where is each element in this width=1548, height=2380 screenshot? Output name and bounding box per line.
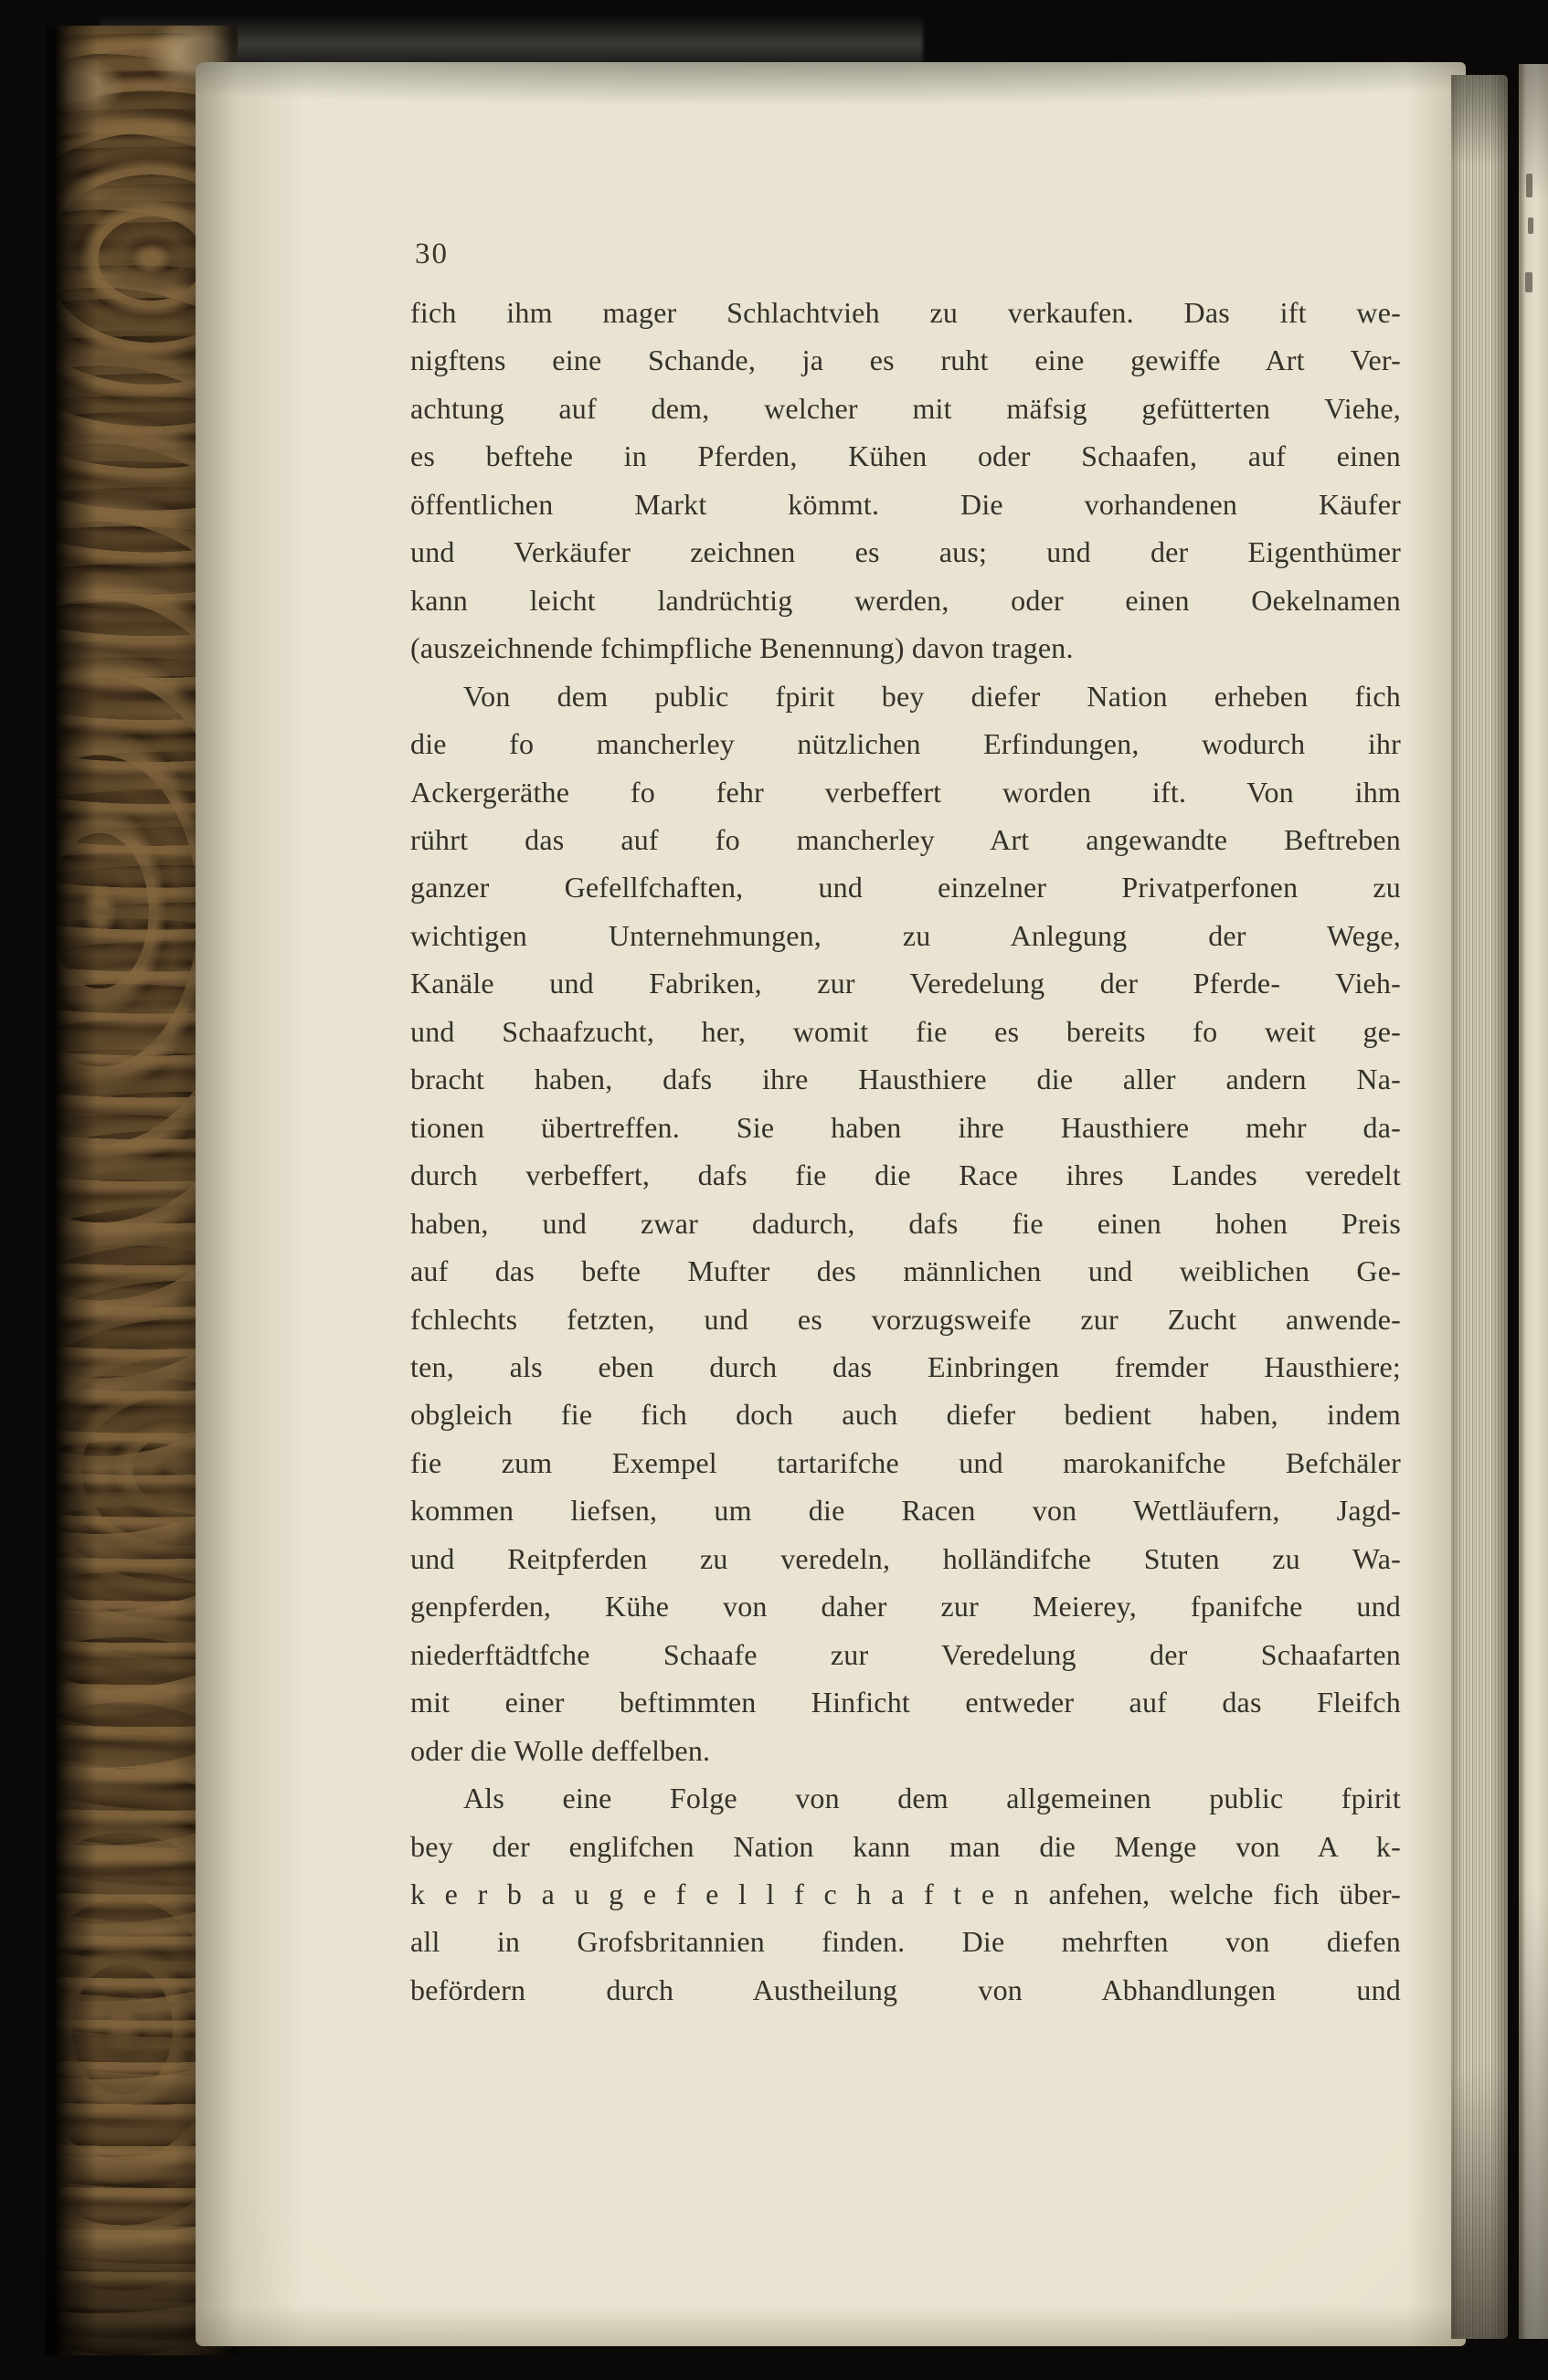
text-line: auf das befte Mufter des männlichen und weiblichen Ge- [410,1254,1401,1288]
text-line: öffentlichen Markt kömmt. Die vorhandenen Käufer [410,487,1401,521]
book-page [196,62,1466,2346]
page-number: 30 [415,238,449,270]
ink-bleed-mark [1525,272,1532,292]
text-line: niederftädtfche Schaafe zur Veredelung der Schaafarten [410,1637,1401,1671]
text-line: achtung auf dem, welcher mit mäfsig gefütterten Viehe, [410,391,1401,425]
ink-bleed-mark [1526,174,1532,197]
text-line: Von dem public fpirit bey diefer Nation erheben fich [463,679,1401,713]
text-line: rührt das auf fo mancherley Art angewandte Beftreben [410,822,1401,856]
text-line: oder die Wolle deffelben. [410,1733,711,1767]
text-line: befördern durch Austheilung von Abhandlungen und [410,1973,1401,2006]
text-line: genpferden, Kühe von daher zur Meierey, fpanifche und [410,1590,1401,1624]
text-line: ten, als eben durch das Einbringen fremder Hausthiere; [410,1349,1401,1383]
text-line: die fo mancherley nützlichen Erfindungen, wodurch ihr [410,727,1401,761]
text-line: Als eine Folge von dem allgemeinen public fpirit [463,1782,1401,1815]
text-line: nigftens eine Schande, ja es ruht eine gewiffe Art Ver- [410,344,1401,377]
text-line: durch verbeffert, dafs fie die Race ihres Landes veredelt [410,1158,1401,1192]
text-line: haben, und zwar dadurch, dafs fie einen hohen Preis [410,1206,1401,1240]
text-line: es beftehe in Pferden, Kühen oder Schaafen, auf einen [410,439,1401,473]
text-line: Ackergeräthe fo fehr verbeffert worden ift. Von ihm [410,775,1401,809]
text-line: bey der englifchen Nation kann man die Menge von A k- [410,1829,1401,1863]
text-line: fie zum Exempel tartarifche und marokanifche Befchäler [410,1445,1401,1479]
text-line: all in Grofsbritannien finden. Die mehrften von diefen [410,1925,1401,1959]
text-line: fich ihm mager Schlachtvieh zu verkaufen. Das ift we- [410,296,1401,329]
text-line: und Verkäufer zeichnen es aus; und der Eigenthümer [410,535,1401,569]
text-line: (auszeichnende fchimpfliche Benennung) davon tragen. [410,631,1074,665]
text-line: und Schaafzucht, her, womit fie es bereits fo weit ge- [410,1014,1401,1048]
text-line: bracht haben, dafs ihre Hausthiere die aller andern Na- [410,1063,1401,1096]
text-line: wichtigen Unternehmungen, zu Anlegung der Wege, [410,918,1401,952]
next-page-sliver [1519,64,1548,2339]
text-line: und Reitpferden zu veredeln, holländifche Stuten zu Wa- [410,1541,1401,1575]
text-line: fchlechts fetzten, und es vorzugsweife zur Zucht anwende- [410,1302,1401,1336]
text-line: tionen übertreffen. Sie haben ihre Hausthiere mehr da- [410,1110,1401,1144]
text-line: k e r b a u g e f e l l f c h a f t e n anfehen, welche fich über- [410,1877,1401,1910]
ink-bleed-mark [1528,217,1533,234]
text-line: kann leicht landrüchtig werden, oder einen Oekelnamen [410,583,1401,617]
text-line: kommen liefsen, um die Racen von Wettläufern, Jagd- [410,1494,1401,1528]
text-line: ganzer Gefellfchaften, und einzelner Privatperfonen zu [410,871,1401,904]
text-block [410,289,1401,2014]
page-edges-stack [1451,75,1508,2339]
text-line: Kanäle und Fabriken, zur Veredelung der Pferde- Vieh- [410,967,1401,1000]
text-line: mit einer beftimmten Hinficht entweder auf das Fleifch [410,1686,1401,1719]
text-line: obgleich fie fich doch auch diefer bedient haben, indem [410,1398,1401,1432]
